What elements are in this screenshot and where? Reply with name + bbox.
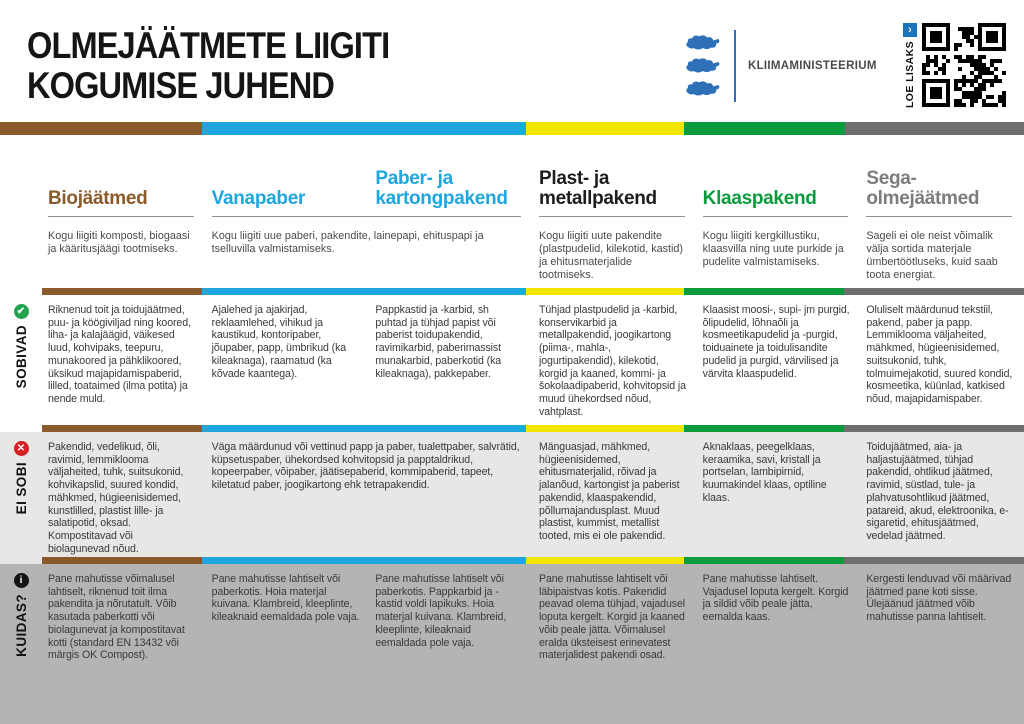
bar-segment-paper	[202, 288, 526, 295]
row-label-sobivad	[0, 295, 42, 425]
header	[0, 0, 1024, 122]
qr-code	[922, 23, 1006, 107]
bar-segment-glass	[684, 425, 844, 432]
kuidas-cell-sega-olmejaatmed: Kergesti lenduvad või määrivad jäätmed pane koti sisse. Ülejäänud jäätmed võib mahutisse panna lahtiselt.	[866, 573, 1012, 624]
column-title-sega-olmejaatmed: Sega-olmejäätmed	[866, 168, 980, 209]
page-title-line2: KOGUMISE JUHEND	[27, 65, 335, 106]
section-kuidas	[0, 564, 1024, 724]
bar-segment-paper	[202, 557, 526, 564]
column-description-shared-paper: Kogu liigiti uue paberi, pakendite, lainepapi, ehituspapi ja tselluvilla valmistamiseks.	[211, 230, 484, 255]
ministry-logo	[684, 30, 877, 102]
bar-segment-mixed	[844, 288, 1024, 295]
bar-segment-bio	[0, 122, 202, 135]
title-rule	[212, 216, 521, 217]
kuidas-cell-vanapaber: Pane mahutisse lahtiselt või paberkotis. Hoia materjal kuivana. Klambreid, kleeplinte, kileaknaid eemaldada pole vaja.	[211, 573, 360, 624]
kuidas-cell-biojaatmed: Pane mahutisse võimalusel lahtiselt, riknenud toit ilma pakendita ja nõrutatult. Võib kasutada paberkotti või biolagunevat ja kompostitavat kotti (standard EN 13432 või märgis OK Compost).	[48, 573, 185, 662]
title-rule	[866, 216, 1012, 217]
bar-segment-bio	[42, 425, 202, 432]
title-rule	[539, 216, 685, 217]
section-divider-bar	[0, 557, 1024, 564]
section-sobivad	[0, 295, 1024, 425]
column-title-paber-kartongpakend: Paber- ja kartongpakend	[375, 168, 508, 209]
ei-sobi-cell-sega-olmejaatmed: Toidujäätmed, aia- ja haljastujäätmed, tühjad pakendid, ohtlikud jäätmed, ravimid, süstlad, tule- ja plahvatusohtlikud jäätmed, patareid, akud, elektroonika, e-sigaretid, ehitusjäätmed, vedelad jäätmed.	[866, 441, 1009, 542]
cross-icon: ✕	[14, 441, 29, 456]
title-rule	[703, 216, 849, 217]
section-ei-sobi	[0, 432, 1024, 557]
bar-segment-mixed	[844, 425, 1024, 432]
row-label-text: EI SOBI	[13, 462, 29, 515]
bar-segment-glass	[684, 122, 845, 135]
ei-sobi-cell-biojaatmed: Pakendid, vedelikud, õli, ravimid, lemmiklooma väljaheited, tuhk, suitsukonid, kohvikapslid, suured kondid, mähkmed, hügieenisidemed, kunstlilled, plastist lille- ja salatipotid, oksad. Kompostitavad või biolagunevad nõud.	[48, 441, 184, 555]
sobivad-cell-plast-metallpakend: Tühjad plastpudelid ja -karbid, konservikarbid ja metallpakendid, joogikartong (piima-, mahla-, jogurtipakendid), kilekotid, korgid ja kaaned, kommi- ja šokolaadipaberid, kohvitopsid ja muud ühekordsed nõud, vahtplast.	[539, 304, 686, 418]
estonia-three-lions-icon	[684, 33, 726, 99]
column-title-klaaspakend: Klaaspakend	[702, 188, 817, 209]
column-description: Kogu liigiti komposti, biogaasi ja kääritusjäägi tootmiseks.	[48, 230, 190, 255]
logo-divider	[734, 30, 736, 102]
sobivad-cell-sega-olmejaatmed: Oluliselt määrdunud tekstiil, pakend, paber ja papp. Lemmiklooma väljaheited, mähkmed, hügieenisidemed, suitsukonid, tuhk, tolmuimejakotid, suured kondid, kosmeetika, küünlad, katkised nõud, majapidamispaber.	[866, 304, 1013, 405]
column-description: Kogu liigiti uute pakendite (plastpudelid, kilekotid, kastid) ja ehitusmaterjalide tootmiseks.	[539, 230, 684, 281]
info-icon: i	[14, 573, 29, 588]
row-label-ei-sobi	[0, 432, 42, 557]
row-label-text: KUIDAS?	[13, 594, 29, 657]
kuidas-cell-paber-kartongpakend: Pane mahutisse lahtiselt või paberkotis. Pappkarbid ja -kastid voldi lapikuks. Hoia materjal kuivana. Klambreid, kleeplinte, kileaknaid eemaldada pole vaja.	[375, 573, 507, 649]
bar-segment-plastic	[526, 122, 684, 135]
section-divider-bar	[0, 425, 1024, 432]
column-title-vanapaber: Vanapaber	[211, 188, 306, 209]
bar-segment-plastic	[526, 425, 684, 432]
page-title-line1: OLMEJÄÄTMETE LIIGITI	[27, 25, 390, 66]
ei-sobi-cell-klaaspakend: Aknaklaas, peegelklaas, keraamika, savi, kristall ja portselan, lambipirnid, kuumakindel klaas, optiline klaas.	[702, 441, 827, 504]
title-rule	[48, 216, 194, 217]
qr-label: LOE LISAKS	[904, 41, 916, 109]
ei-sobi-cell-plast-metallpakend: Mänguasjad, mähkmed, hügieenisidemed, ehitusmaterjalid, rõivad ja jalanõud, kartongist ja paberist pakendid, klaaspakendid, põllumajandusplast. Muud plastist, kummist, metallist tooted, mis ei ole pakendid.	[539, 441, 680, 542]
sobivad-cell-vanapaber: Ajalehed ja ajakirjad, reklaamlehed, vihikud ja kaustikud, kontoripaber, jõupaber, papp, ümbrikud (ka kileaknaga), raamatud (ka kõvade kaantega).	[211, 304, 347, 380]
column-title-plast-metallpakend: Plast- ja metallpakend	[539, 168, 657, 209]
ministry-name: KLIIMAMINISTEERIUM	[748, 60, 877, 72]
arrow-icon: ›	[903, 23, 917, 37]
category-color-bar-top	[0, 122, 1024, 135]
qr-block	[903, 23, 1006, 108]
column-description: Sageli ei ole neist võimalik välja sortida materjale ümbertöötluseks, kuid saab toota energiat.	[866, 230, 998, 281]
kuidas-cell-klaaspakend: Pane mahutisse lahtiselt. Vajadusel loputa kergelt. Korgid ja sildid võib peale jätta, eemalda kaas.	[702, 573, 849, 624]
sobivad-cell-biojaatmed: Riknenud toit ja toidujäätmed, puu- ja köögiviljad ning koored, liha- ja kalajäägid, väikesed luud, kohvipaks, teepuru, munakoored ja pähklikoored, üksikud majapidamispaberid, lilled, toataimed (ilma potita) ja nende muld.	[48, 304, 191, 405]
column-description: Kogu liigiti kergkillustiku, klaasvilla ning uute purkide ja pudelite valmistamiseks.	[702, 230, 844, 268]
ei-sobi-cell-shared-paper: Väga määrdunud või vettinud papp ja paber, tualettpaber, salvrätid, küpsetuspaber, ühekordsed kohvitopsid ja papptaldrikud, kopeerpaber, võipaber, jäätisepaberid, kommipaberid, tapeet, kiletatud paber, joogikartong ehk tetrapakendid.	[211, 441, 520, 492]
bar-segment-glass	[684, 557, 844, 564]
bar-segment-paper	[202, 425, 526, 432]
check-icon: ✔	[14, 304, 29, 319]
bar-segment-mixed	[844, 557, 1024, 564]
column-headers	[0, 135, 1024, 288]
bar-segment-plastic	[526, 288, 684, 295]
bar-segment-paper	[202, 122, 527, 135]
column-title-biojaatmed: Biojäätmed	[48, 188, 148, 209]
sobivad-cell-klaaspakend: Klaasist moosi-, supi- jm purgid, õlipudelid, lõhnaõli ja kosmeetikapudelid ja -purgid, toiduainete ja toidulisandite pudelid ja purgid, värvilised ja värvita klaaspudelid.	[702, 304, 850, 380]
page-title	[27, 26, 389, 106]
bar-segment-bio	[42, 557, 202, 564]
bar-segment-glass	[684, 288, 844, 295]
section-divider-bar	[0, 288, 1024, 295]
row-label-text: SOBIVAD	[13, 325, 29, 389]
sobivad-cell-paber-kartongpakend: Pappkastid ja -karbid, sh puhtad ja tühjad papist või paberist toidupakendid, ravimikarbid, paberimassist munakarbid, paberkotid (ka kileaknaga), pakkepaber.	[375, 304, 502, 380]
bar-segment-plastic	[526, 557, 684, 564]
kuidas-cell-plast-metallpakend: Pane mahutisse lahtiselt või läbipaistvas kotis. Pakendid peavad olema tühjad, vajadusel loputa kergelt. Korgid ja kaaned võib peale jätta. Võimalusel eralda üksteisest erinevatest materjalidest pakendi osad.	[539, 573, 686, 662]
bar-segment-bio	[42, 288, 202, 295]
row-label-kuidas	[0, 564, 42, 724]
bar-segment-mixed	[845, 122, 1024, 135]
